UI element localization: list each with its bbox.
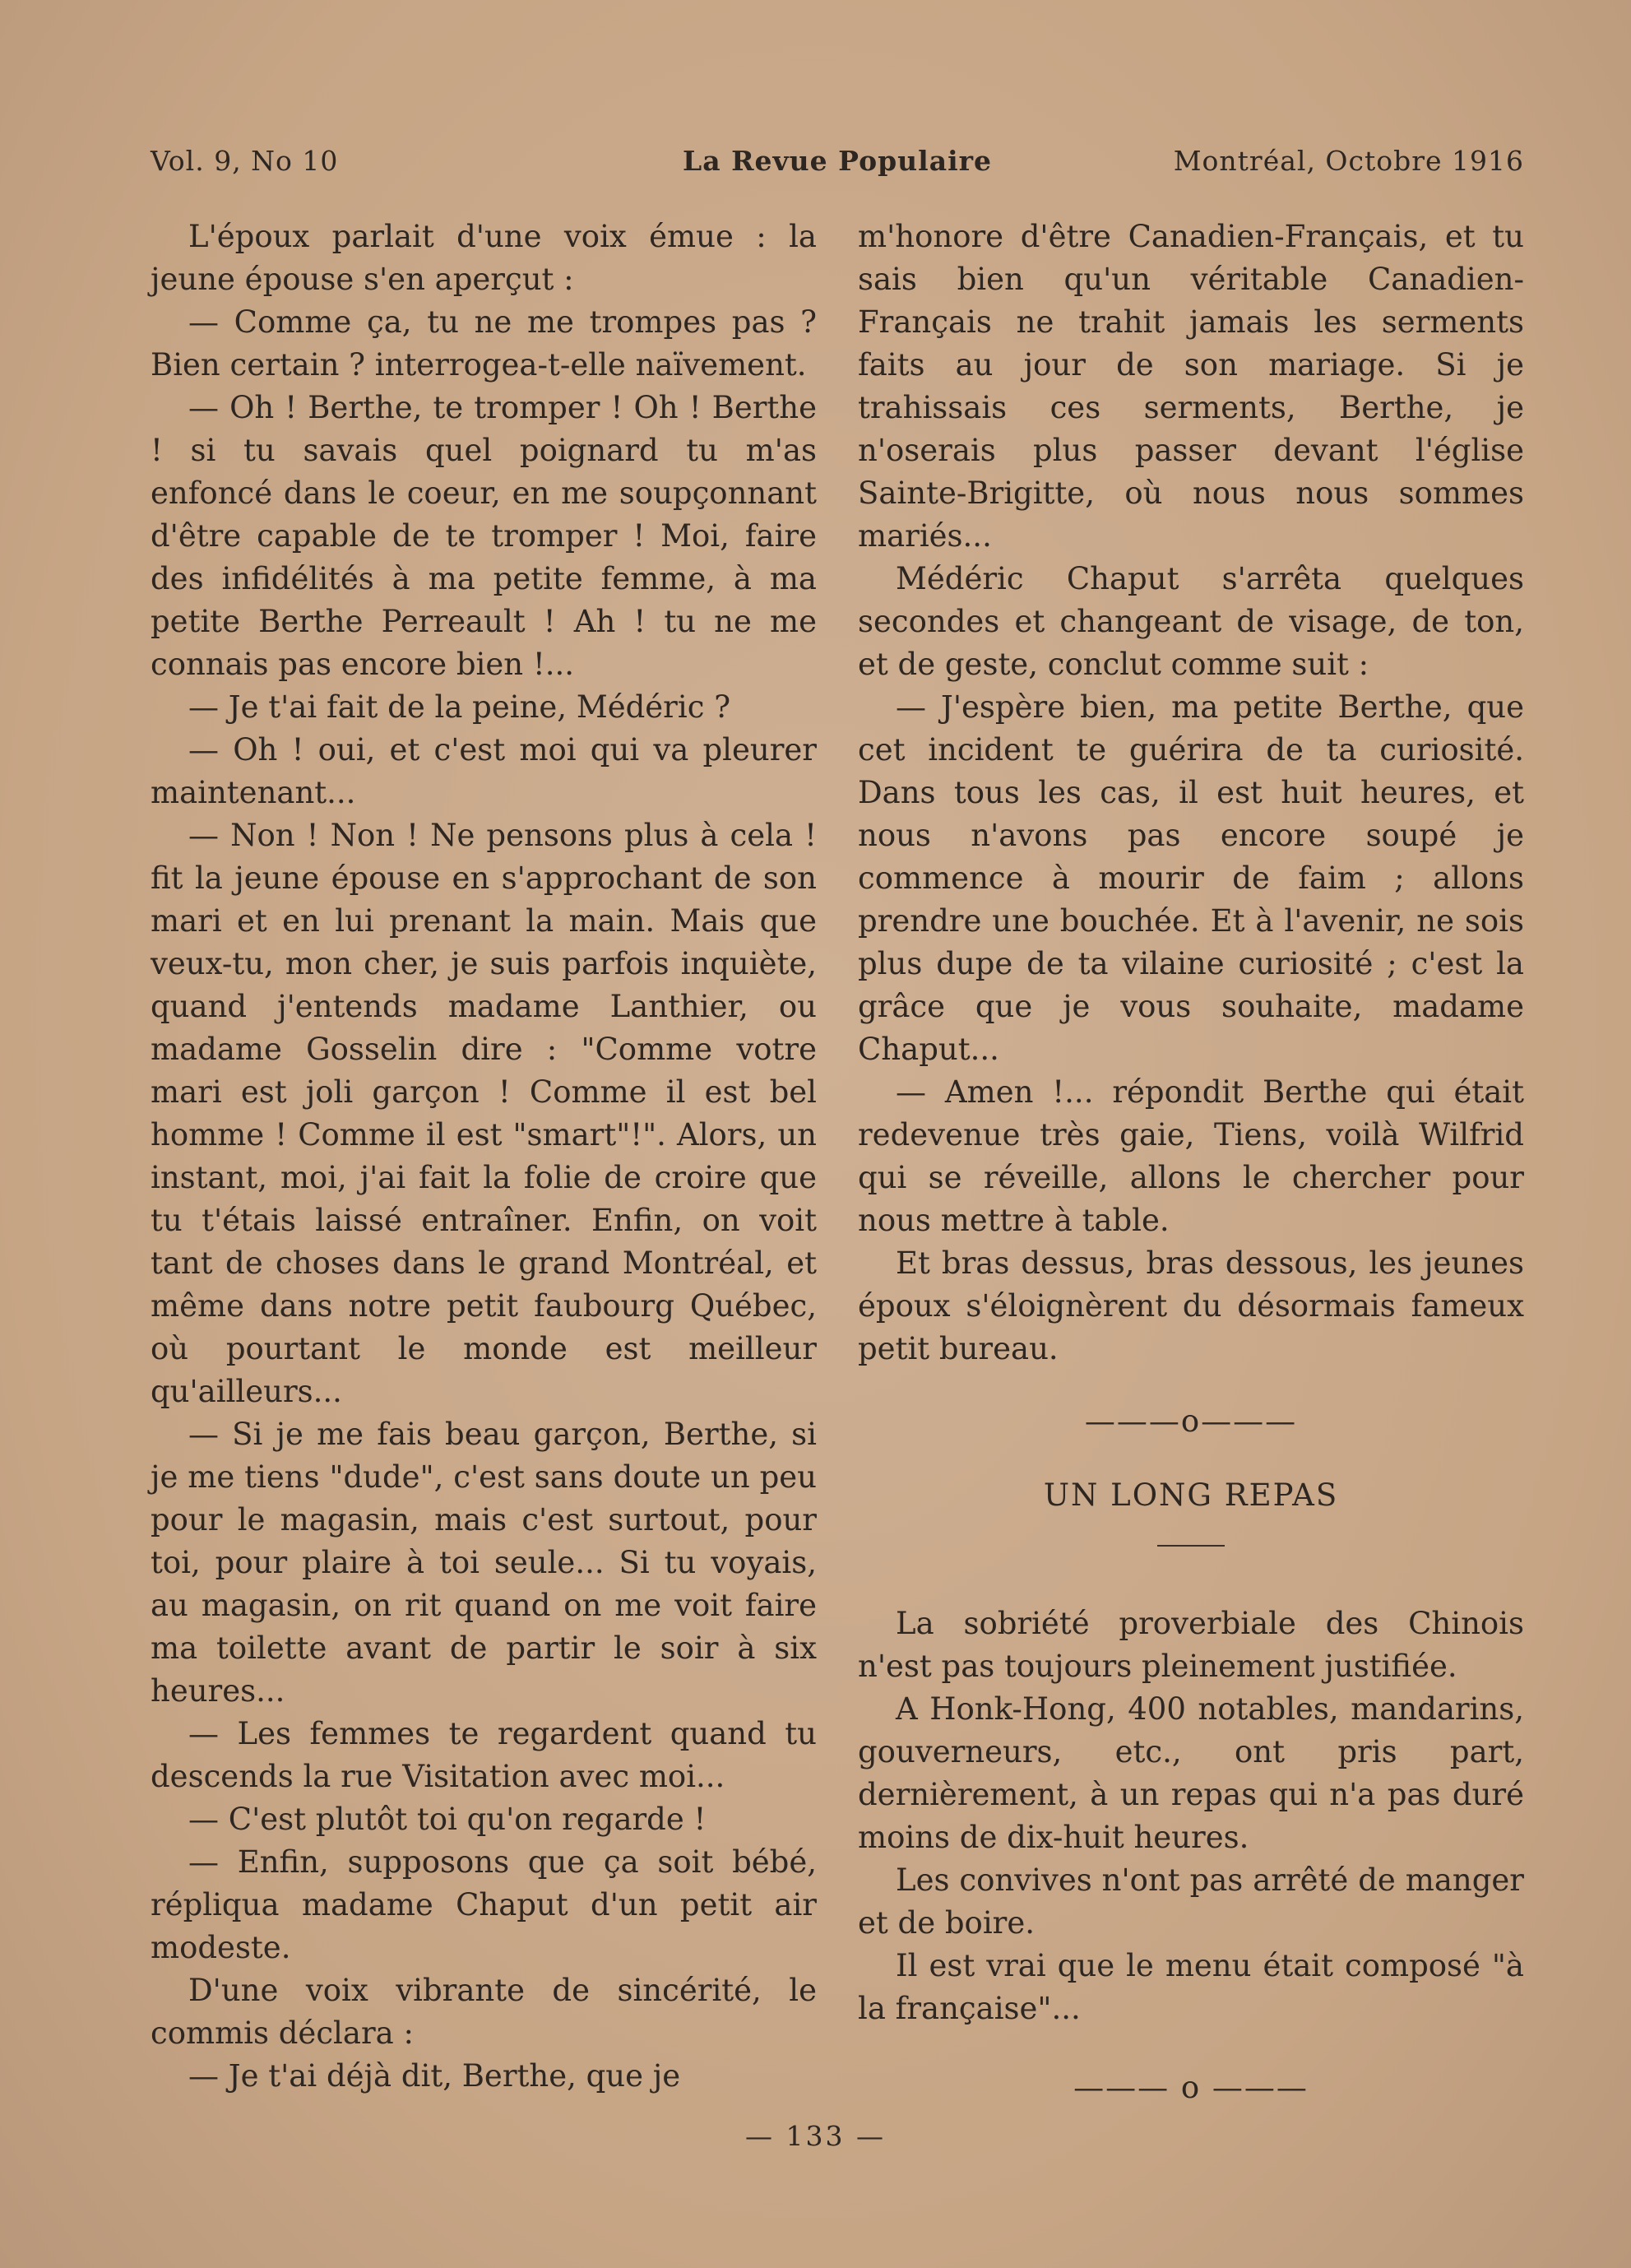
article-title: UN LONG REPAS: [1043, 1477, 1339, 1513]
paragraph: — Enfin, supposons que ça soit bébé, répliqua madame Chaput d'un petit air modeste.: [151, 1844, 817, 1965]
paragraph: — J'espère bien, ma petite Berthe, que cet incident te guérira de ta curiosité. Dans tous les cas, il est huit heures, et nous n'avons pas encore soupé je commence à mourir de faim ; allons prendre une bouchée. Et à l'avenir, ne sois plus dupe de ta vilaine curiosité ; c'est la grâce que je vous souhaite, madame Chaput...: [858, 689, 1524, 1067]
header-date: Montréal, Octobre 1916: [1173, 145, 1524, 177]
article-paragraph: A Honk-Hong, 400 notables, mandarins, gouverneurs, etc., ont pris part, dernièrement, à un repas qui n'a pas duré moins de dix-huit heures.: [858, 1691, 1524, 1855]
section-separator: ———o———: [1084, 1403, 1298, 1439]
page-number: — 133 —: [745, 2120, 886, 2152]
end-separator: ——— o ———: [1073, 2070, 1309, 2105]
paragraph: — Les femmes te regardent quand tu descends la rue Visitation avec moi...: [151, 1716, 817, 1794]
paragraph: — Je t'ai fait de la peine, Médéric ?: [188, 689, 731, 725]
article-paragraph: La sobriété proverbiale des Chinois n'est pas toujours pleinement justifiée.: [858, 1606, 1524, 1684]
paragraph: D'une voix vibrante de sincérité, le commis déclara :: [151, 1973, 817, 2051]
paragraph: — Oh ! Berthe, te tromper ! Oh ! Berthe ! si tu savais quel poignard tu m'as enfoncé dans le coeur, en me soupçonnant d'être capable de te tromper ! Moi, faire des infidélités à ma petite femme, à ma petite Berthe Perreault ! Ah ! tu ne me connais pas encore bien !...: [151, 390, 817, 682]
paragraph: — Si je me fais beau garçon, Berthe, si je me tiens "dude", c'est sans doute un peu pour le magasin, mais c'est surtout, pour toi, pour plaire à toi seule... Si tu voyais, au magasin, on rit quand on me voit faire ma toilette avant de partir le soir à six heures...: [151, 1417, 817, 1709]
paragraph: Médéric Chaput s'arrêta quelques secondes et changeant de visage, de ton, et de geste, conclut comme suit :: [858, 561, 1524, 682]
title-rule: [1157, 1545, 1225, 1547]
paragraph: m'honore d'être Canadien-Français, et tu sais bien qu'un véritable Canadien-Français ne trahit jamais les serments faits au jour de son mariage. Si je trahissais ces serments, Berthe, je n'oserais plus passer devant l'église Sainte-Brigitte, où nous nous sommes mariés...: [858, 219, 1524, 554]
header-title: La Revue Populaire: [683, 145, 992, 177]
article-paragraph: Il est vrai que le menu était composé "à la française"...: [858, 1948, 1524, 2026]
paragraph: — Oh ! oui, et c'est moi qui va pleurer maintenant...: [151, 732, 817, 810]
paragraph: — Non ! Non ! Ne pensons plus à cela ! fit la jeune épouse en s'approchant de son mari et en lui prenant la main. Mais que veux-tu, mon cher, je suis parfois inquiète, quand j'entends madame Lanthier, ou madame Gosselin dire : "Comme votre mari est joli garçon ! Comme il est bel homme ! Comme il est "smart"!". Alors, un instant, moi, j'ai fait la folie de croire que tu t'étais laissé entraîner. Enfin, on voit tant de choses dans le grand Montréal, et même dans notre petit faubourg Québec, où pourtant le monde est meilleur qu'ailleurs...: [151, 818, 817, 1409]
paragraph: L'époux parlait d'une voix émue : la jeune épouse s'en aperçut :: [151, 219, 817, 297]
left-column: [151, 216, 817, 2098]
paragraph: — Comme ça, tu ne me trompes pas ? Bien certain ? interrogea-t-elle naïvement.: [151, 304, 817, 383]
paragraph: — Amen !... répondit Berthe qui était redevenue très gaie, Tiens, voilà Wilfrid qui se réveille, allons le chercher pour nous mettre à table.: [858, 1074, 1524, 1238]
header-volume: Vol. 9, No 10: [151, 145, 339, 177]
paragraph: — C'est plutôt toi qu'on regarde !: [188, 1802, 707, 1837]
paragraph: Et bras dessus, bras dessous, les jeunes époux s'éloignèrent du désormais fameux petit bureau.: [858, 1245, 1524, 1366]
right-column: [858, 216, 1524, 2109]
article-paragraph: Les convives n'ont pas arrêté de manger et de boire.: [858, 1862, 1524, 1941]
paragraph: — Je t'ai déjà dit, Berthe, que je: [188, 2058, 681, 2094]
running-header: [151, 145, 1524, 186]
